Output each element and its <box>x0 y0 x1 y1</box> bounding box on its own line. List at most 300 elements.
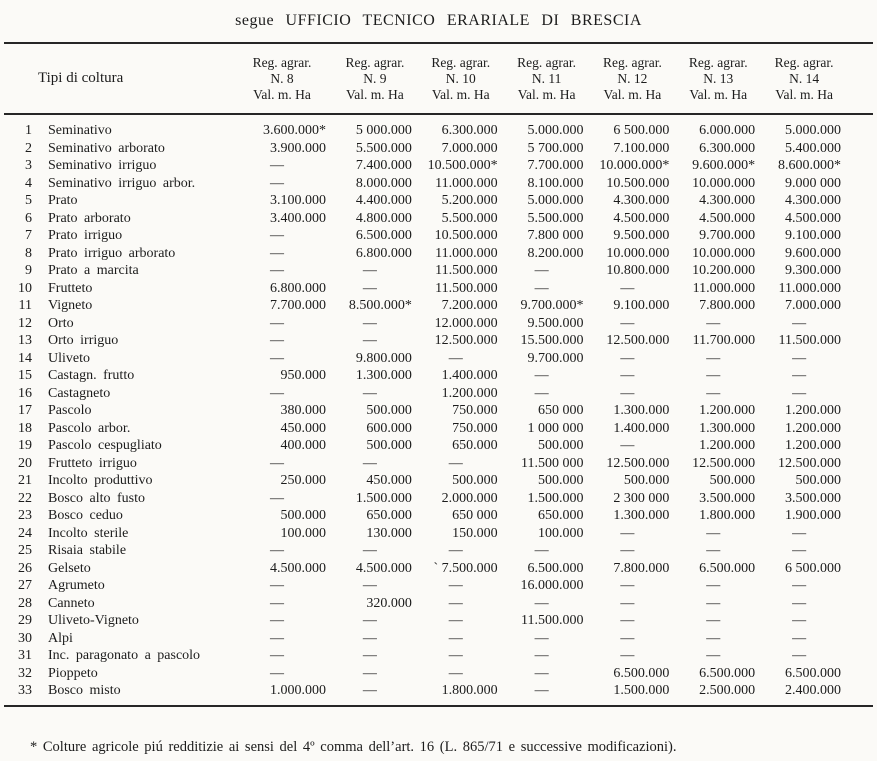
table-row <box>0 437 877 455</box>
row-number: 16 <box>18 385 32 401</box>
value-cell: — <box>270 578 284 593</box>
value-cell: — <box>362 455 377 471</box>
value-cell: — <box>706 525 721 541</box>
crop-type-label: Inc. paragonato a pascolo <box>48 648 201 663</box>
value-cell: — <box>448 648 463 663</box>
value-cell: — <box>620 280 635 296</box>
value-cell: 5.500.000 <box>355 140 412 156</box>
value-cell: 450.000 <box>280 420 326 436</box>
column-header-n-11: Reg. agrar. N. 11 Val. m. Ha <box>517 54 576 102</box>
value-cell: 7.700.000 <box>527 158 584 173</box>
value-cell: — <box>270 648 284 663</box>
value-cell: — <box>362 543 377 558</box>
value-cell: 5.400.000 <box>785 140 841 156</box>
value-cell: 4.300.000 <box>785 193 841 208</box>
column-header-n-12: Reg. agrar. N. 12 Val. m. Ha <box>602 54 662 102</box>
value-cell: — <box>270 613 284 628</box>
value-cell: — <box>362 263 377 278</box>
value-cell: — <box>362 683 377 698</box>
crop-type-label: Seminativo irriguo <box>48 158 157 173</box>
value-cell: — <box>362 280 377 296</box>
value-cell: — <box>270 665 284 681</box>
value-cell: — <box>270 158 284 173</box>
value-cell: 12.500.000 <box>692 455 756 471</box>
table-row <box>0 297 877 315</box>
column-header-n-10: Reg. agrar. N. 10 Val. m. Ha <box>431 54 491 102</box>
table-row <box>0 280 877 298</box>
row-number: 10 <box>18 280 32 296</box>
value-cell: 7.000.000 <box>441 140 498 156</box>
value-cell: — <box>620 595 635 611</box>
value-cell: 12.500.000 <box>778 455 841 471</box>
value-cell: 500.000 <box>366 438 412 453</box>
value-cell: — <box>270 315 284 331</box>
value-cell: 7.800.000 <box>613 560 670 576</box>
value-cell: — <box>270 245 284 261</box>
table-row <box>0 665 877 683</box>
value-cell: — <box>706 578 721 593</box>
value-cell: 3.500.000 <box>699 490 756 506</box>
crop-type-label: Bosco ceduo <box>48 508 123 523</box>
value-cell: 10.000.000 <box>606 245 670 261</box>
value-cell: 1.200.000 <box>441 385 498 401</box>
row-number: 27 <box>18 578 32 593</box>
value-cell: 9.600.000* <box>692 158 756 173</box>
value-cell: — <box>448 595 463 611</box>
crop-type-label: Castagneto <box>48 385 111 401</box>
value-cell: — <box>534 263 549 278</box>
table-row <box>0 210 877 228</box>
row-number: 26 <box>18 560 32 576</box>
value-cell: — <box>620 543 635 558</box>
value-cell: — <box>792 315 807 331</box>
value-cell: 12.500.000 <box>606 455 670 471</box>
row-number: 25 <box>18 543 32 558</box>
value-cell: 1.800.000 <box>699 508 756 523</box>
row-number: 28 <box>18 595 32 611</box>
table-row <box>0 612 877 630</box>
row-number: 12 <box>18 315 32 331</box>
table-row <box>0 525 877 543</box>
value-cell: 10.000.000* <box>599 158 670 173</box>
value-cell: — <box>448 665 463 681</box>
row-number: 23 <box>18 508 32 523</box>
value-cell: 950.000 <box>280 368 326 383</box>
row-number: 15 <box>18 368 32 383</box>
value-cell: — <box>270 543 284 558</box>
value-cell: 15.500.000 <box>520 333 584 348</box>
value-cell: — <box>792 595 807 611</box>
value-cell: 6 500.000 <box>613 123 670 138</box>
table-row <box>0 647 877 665</box>
table-row <box>0 577 877 595</box>
row-number: 29 <box>18 613 32 628</box>
value-cell: 1.000.000 <box>270 683 326 698</box>
row-number: 31 <box>18 648 32 663</box>
value-cell: 9.000 000 <box>785 175 841 191</box>
value-cell: 6.500.000 <box>699 665 756 681</box>
value-cell: 9.700.000* <box>520 298 584 313</box>
value-cell: — <box>620 525 635 541</box>
row-number: 4 <box>25 175 32 191</box>
row-number: 8 <box>25 245 32 261</box>
value-cell: 9.500.000 <box>527 315 584 331</box>
crop-type-label: Pascolo <box>48 403 92 418</box>
value-cell: 5.000.000 <box>527 193 584 208</box>
table-row <box>0 630 877 648</box>
value-cell: — <box>270 350 284 366</box>
value-cell: 9.700.000 <box>527 350 584 366</box>
value-cell: — <box>362 333 377 348</box>
crop-type-label: Gelseto <box>48 560 91 576</box>
value-cell: — <box>792 350 807 366</box>
crop-type-label: Pascolo arbor. <box>48 420 131 436</box>
value-cell: — <box>792 525 807 541</box>
table-row <box>0 682 877 700</box>
value-cell: 7.700.000 <box>270 298 326 313</box>
value-cell: — <box>706 613 721 628</box>
table-body <box>0 115 877 700</box>
value-cell: 8.600.000* <box>778 158 841 173</box>
value-cell: 4.400.000 <box>355 193 412 208</box>
crop-type-label: Castagn. frutto <box>48 368 135 383</box>
value-cell: 1.400.000 <box>613 420 670 436</box>
table-row <box>0 367 877 385</box>
value-cell: — <box>362 630 377 646</box>
value-cell: — <box>792 630 807 646</box>
value-cell: 500.000 <box>280 508 326 523</box>
value-cell: — <box>534 385 549 401</box>
value-cell: 9.100.000 <box>613 298 670 313</box>
row-number: 24 <box>18 525 32 541</box>
value-cell: 7.400.000 <box>355 158 412 173</box>
table-row <box>0 262 877 280</box>
value-cell: — <box>362 648 377 663</box>
value-cell: — <box>362 315 377 331</box>
value-cell: — <box>706 350 721 366</box>
value-cell: 7.000.000 <box>785 298 841 313</box>
value-cell: 10.000.000 <box>692 245 756 261</box>
value-cell: 600.000 <box>366 420 412 436</box>
value-cell: 10.500.000 <box>434 228 498 243</box>
table-row <box>0 315 877 333</box>
crop-type-label: Pascolo cespugliato <box>48 438 162 453</box>
row-number: 20 <box>18 455 32 471</box>
value-cell: — <box>792 368 807 383</box>
value-cell: 2.400.000 <box>785 683 841 698</box>
value-cell: 5.000.000 <box>785 123 841 138</box>
crop-type-label: Incolto sterile <box>48 525 129 541</box>
row-number: 18 <box>18 420 32 436</box>
value-cell: 1.200.000 <box>785 438 841 453</box>
crop-type-label: Canneto <box>48 595 95 611</box>
value-cell: 4.500.000 <box>270 560 326 576</box>
value-cell: 650 000 <box>538 403 584 418</box>
value-cell: 1.300.000 <box>613 508 670 523</box>
value-cell: — <box>706 543 721 558</box>
value-cell: 6.500.000 <box>527 560 584 576</box>
value-cell: 11.500.000 <box>435 280 498 296</box>
value-cell: — <box>448 543 463 558</box>
value-cell: 1.500.000 <box>613 683 670 698</box>
crop-type-label: Uliveto-Vigneto <box>48 613 139 628</box>
crop-type-label: Incolto produttivo <box>48 473 153 488</box>
value-cell: 5 000.000 <box>355 123 412 138</box>
value-cell: 5.000.000 <box>527 123 584 138</box>
value-cell: 1.300.000 <box>699 420 756 436</box>
value-cell: — <box>534 648 549 663</box>
page-title: segue UFFICIO TECNICO ERARIALE DI BRESCIA <box>235 12 642 29</box>
value-cell: — <box>270 385 284 401</box>
table-row <box>0 385 877 403</box>
value-cell: 11.000.000 <box>435 245 498 261</box>
value-cell: — <box>792 543 807 558</box>
value-cell: 500.000 <box>366 403 412 418</box>
crop-type-label: Bosco misto <box>48 683 121 698</box>
value-cell: 4.500.000 <box>355 560 412 576</box>
value-cell: — <box>270 490 284 506</box>
value-cell: ` 7.500.000 <box>433 560 498 576</box>
table-row <box>0 542 877 560</box>
row-number: 7 <box>25 228 32 243</box>
table-row <box>0 245 877 263</box>
value-cell: — <box>534 368 549 383</box>
value-cell: 10.000.000 <box>692 175 756 191</box>
table-row <box>0 332 877 350</box>
row-number: 9 <box>25 263 32 278</box>
value-cell: — <box>706 630 721 646</box>
column-header-n-14: Reg. agrar. N. 14 Val. m. Ha <box>774 54 834 102</box>
crop-type-label: Frutteto irriguo <box>48 455 137 471</box>
value-cell: — <box>534 543 549 558</box>
row-number: 22 <box>18 490 32 506</box>
value-cell: 9.700.000 <box>699 228 756 243</box>
value-cell: 1.900.000 <box>785 508 841 523</box>
value-cell: 500.000 <box>795 473 841 488</box>
value-cell: — <box>620 385 635 401</box>
value-cell: 3.600.000* <box>263 123 326 138</box>
value-cell: 1.200.000 <box>699 438 756 453</box>
value-cell: 3.400.000 <box>270 210 326 226</box>
crop-type-label: Risaia stabile <box>48 543 127 558</box>
value-cell: — <box>270 333 284 348</box>
value-cell: 6.500.000 <box>785 665 841 681</box>
footnote: * Colture agricole piú redditizie ai sensi del 4º comma dell’art. 16 (L. 865/71 e successive modificazioni). <box>30 738 677 755</box>
value-cell: — <box>534 683 549 698</box>
value-cell: — <box>706 595 721 611</box>
value-cell: 9.800.000 <box>355 350 412 366</box>
value-cell: 650.000 <box>452 438 498 453</box>
crop-type-label: Orto irriguo <box>48 333 119 348</box>
table-row <box>0 140 877 158</box>
bottom-rule <box>4 705 873 707</box>
value-cell: 12.000.000 <box>434 315 498 331</box>
value-cell: 7.800 000 <box>527 228 584 243</box>
value-cell: 10.200.000 <box>692 263 756 278</box>
table-row <box>0 350 877 368</box>
table-row <box>0 455 877 473</box>
value-cell: 250.000 <box>280 473 326 488</box>
value-cell: 380.000 <box>280 403 326 418</box>
row-number: 17 <box>18 403 32 418</box>
value-cell: 4.500.000 <box>785 210 841 226</box>
value-cell: 3.500.000 <box>785 490 841 506</box>
value-cell: — <box>270 455 284 471</box>
value-cell: 6.500.000 <box>699 560 756 576</box>
value-cell: — <box>620 368 635 383</box>
value-cell: 1.200.000 <box>785 403 841 418</box>
value-cell: 2.000.000 <box>441 490 498 506</box>
row-number: 14 <box>18 350 32 366</box>
table-row <box>0 227 877 245</box>
value-cell: 650 000 <box>452 508 498 523</box>
column-header-n-9: Reg. agrar. N. 9 Val. m. Ha <box>345 54 405 102</box>
value-cell: — <box>362 613 377 628</box>
value-cell: 4.800.000 <box>355 210 412 226</box>
value-cell: — <box>362 385 377 401</box>
value-cell: 6.300.000 <box>699 140 756 156</box>
table-row <box>0 507 877 525</box>
table-row <box>0 175 877 193</box>
crop-type-label: Orto <box>48 315 74 331</box>
crop-type-label: Prato irriguo <box>48 228 123 243</box>
value-cell: 1.200.000 <box>785 420 841 436</box>
crop-type-label: Vigneto <box>48 298 93 313</box>
value-cell: — <box>448 455 463 471</box>
value-cell: — <box>792 613 807 628</box>
crop-type-label: Prato irriguo arborato <box>48 245 176 261</box>
value-cell: 11.500.000 <box>521 613 584 628</box>
table-row <box>0 595 877 613</box>
value-cell: 11.000.000 <box>692 280 756 296</box>
value-cell: 4.500.000 <box>613 210 670 226</box>
value-cell: — <box>792 385 807 401</box>
value-cell: — <box>270 263 284 278</box>
value-cell: 1.300.000 <box>613 403 670 418</box>
value-cell: 12.500.000 <box>434 333 498 348</box>
value-cell: 130.000 <box>366 525 412 541</box>
crop-type-label: Seminativo arborato <box>48 140 165 156</box>
crop-type-label: Frutteto <box>48 280 93 296</box>
crop-type-label: Alpi <box>48 630 73 646</box>
value-cell: 3.900.000 <box>270 140 326 156</box>
value-cell: 1.500.000 <box>527 490 584 506</box>
value-cell: — <box>362 578 377 593</box>
value-cell: 11.500.000 <box>778 333 841 348</box>
value-cell: 10.800.000 <box>606 263 670 278</box>
value-cell: — <box>706 385 721 401</box>
crop-type-label: Bosco alto fusto <box>48 490 145 506</box>
value-cell: 6.500.000 <box>355 228 412 243</box>
value-cell: 5.500.000 <box>527 210 584 226</box>
value-cell: 750.000 <box>452 403 498 418</box>
value-cell: — <box>448 350 463 366</box>
value-cell: 1.300.000 <box>355 368 412 383</box>
value-cell: 8.000.000 <box>355 175 412 191</box>
crop-type-label: Prato <box>48 193 78 208</box>
value-cell: — <box>534 630 549 646</box>
value-cell: — <box>620 630 635 646</box>
value-cell: — <box>448 613 463 628</box>
value-cell: 8.100.000 <box>527 175 584 191</box>
value-cell: — <box>792 648 807 663</box>
value-cell: 10.500.000* <box>427 158 498 173</box>
value-cell: 6.800.000 <box>355 245 412 261</box>
value-cell: 8.500.000* <box>348 298 412 313</box>
value-cell: 1.800.000 <box>441 683 498 698</box>
value-cell: 750.000 <box>452 420 498 436</box>
crop-type-label: Seminativo irriguo arbor. <box>48 175 196 191</box>
value-cell: 5.500.000 <box>441 210 498 226</box>
value-cell: 100.000 <box>538 525 584 541</box>
table-row <box>0 420 877 438</box>
value-cell: 11.000.000 <box>778 280 841 296</box>
crop-type-label: Uliveto <box>48 350 90 366</box>
value-cell: 5 700.000 <box>527 140 584 156</box>
value-cell: — <box>448 630 463 646</box>
value-cell: — <box>534 595 549 611</box>
value-cell: — <box>362 665 377 681</box>
value-cell: — <box>620 350 635 366</box>
value-cell: — <box>620 438 635 453</box>
value-cell: 6.000.000 <box>699 123 756 138</box>
value-cell: 650.000 <box>366 508 412 523</box>
value-cell: 450.000 <box>366 473 412 488</box>
row-number: 19 <box>18 438 32 453</box>
value-cell: 100.000 <box>280 525 326 541</box>
value-cell: — <box>620 315 635 331</box>
table-row <box>0 560 877 578</box>
value-cell: — <box>706 315 721 331</box>
row-number: 33 <box>18 683 32 698</box>
row-number: 5 <box>25 193 32 208</box>
value-cell: 9.600.000 <box>785 245 841 261</box>
row-number: 2 <box>25 140 32 156</box>
table-row <box>0 490 877 508</box>
value-cell: — <box>270 175 284 191</box>
table-row <box>0 402 877 420</box>
crop-type-label: Prato arborato <box>48 210 131 226</box>
value-cell: — <box>270 595 284 611</box>
value-cell: — <box>270 228 284 243</box>
row-number: 13 <box>18 333 32 348</box>
table-header-row <box>0 44 877 113</box>
value-cell: 9.500.000 <box>613 228 670 243</box>
crop-type-label: Prato a marcita <box>48 263 139 278</box>
value-cell: 500.000 <box>452 473 498 488</box>
value-cell: 8.200.000 <box>527 245 584 261</box>
value-cell: 7.100.000 <box>613 140 670 156</box>
value-cell: 2.500.000 <box>699 683 756 698</box>
value-cell: 4.500.000 <box>699 210 756 226</box>
column-header-n-8: Reg. agrar. N. 8 Val. m. Ha <box>252 54 312 102</box>
value-cell: 7.800.000 <box>699 298 756 313</box>
table-row <box>0 472 877 490</box>
value-cell: 5.200.000 <box>441 193 498 208</box>
value-cell: 4.300.000 <box>613 193 670 208</box>
value-cell: — <box>792 578 807 593</box>
row-number: 30 <box>18 630 32 646</box>
value-cell: 400.000 <box>280 438 326 453</box>
value-cell: 2 300 000 <box>613 490 670 506</box>
value-cell: — <box>534 665 549 681</box>
row-number: 21 <box>18 473 32 488</box>
value-cell: 10.500.000 <box>606 175 670 191</box>
value-cell: 7.200.000 <box>441 298 498 313</box>
value-cell: — <box>448 578 463 593</box>
value-cell: 650.000 <box>538 508 584 523</box>
value-cell: — <box>620 578 635 593</box>
